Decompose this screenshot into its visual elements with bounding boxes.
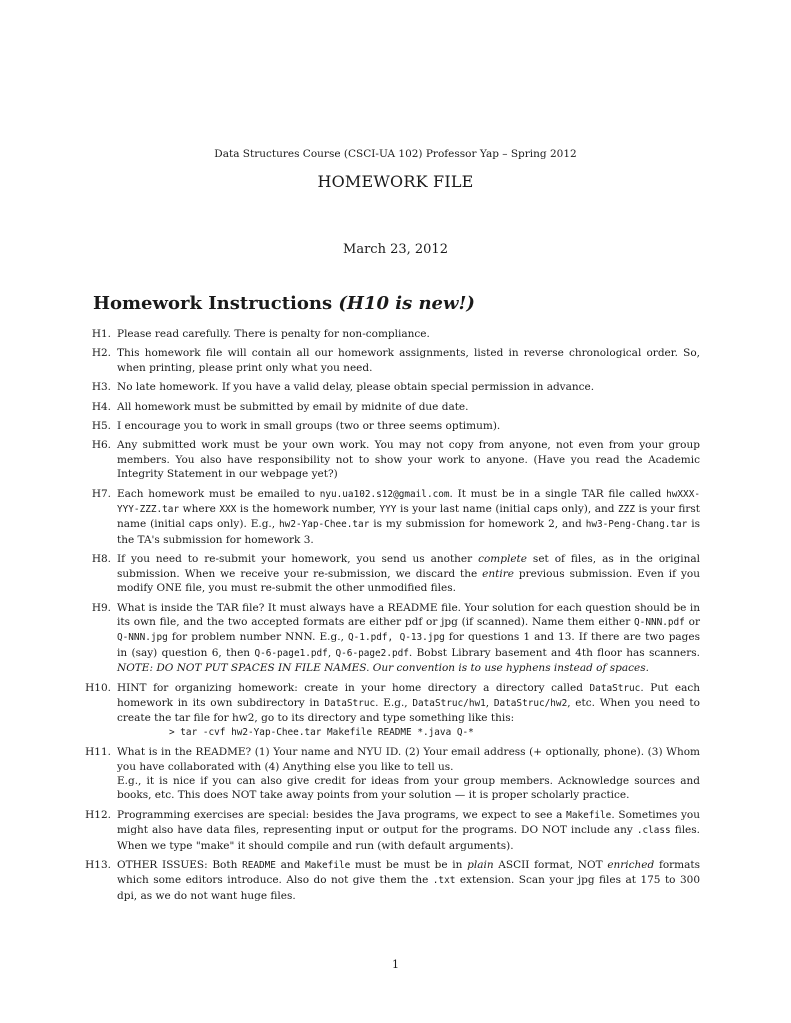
monospace-text: Q-6-page1.pdf [254,647,328,659]
instruction-text [117,401,468,413]
italic-text: plain [467,859,494,871]
text-run: is the homework number, [236,503,380,516]
italic-text: complete [478,553,527,566]
monospace-text: .txt [432,875,456,887]
instruction-text [117,809,700,852]
section-title: Homework Instructions [93,293,333,314]
text-run: , etc. When you need to create the tar file for hw2, go to its directory and type something like this: [117,696,700,725]
instruction-text [117,347,700,373]
monospace-text: DataStruc [324,697,376,709]
italic-text: enriched [607,859,655,871]
instruction-item [80,327,700,341]
instruction-list [80,327,700,908]
instruction-item [80,681,700,741]
instruction-item [80,380,700,394]
text-run: OTHER ISSUES: Both [117,859,243,871]
instruction-item [80,601,700,676]
text-run: This homework file will contain all our homework assignments, listed in reverse chronological order. So, when printing, please print only what you need. [117,347,700,374]
monospace-text: DataStruc/hw2 [493,697,568,709]
document-title: HOMEWORK FILE [317,172,474,191]
instruction-number: H9. [91,601,111,614]
instruction-text [117,553,700,594]
text-run: HINT for organizing homework: create in your home directory a directory called [117,681,590,694]
monospace-text: Makefile [305,860,351,871]
text-run: . Put each homework in its own subdirectory in [117,681,700,709]
text-run: is the TA's submission for homework 3. [117,518,700,546]
text-run: I encourage you to work in small groups (two or three seems optimum). [117,420,501,433]
course-line: Data Structures Course (CSCI-UA 102) Professor Yap – Spring 2012 [214,148,577,160]
text-run: . Bobst Library basement and 4th floor has scanners. [408,646,700,659]
instruction-item [80,552,700,595]
text-run: If you need to re-submit your homework, you send us another [117,553,479,566]
monospace-text: hwXXX-YYY-ZZZ.tar [117,488,700,516]
text-run: Please read carefully. There is penalty for non-compliance. [117,328,430,340]
text-run: What is in the README? (1) Your name and NYU ID. (2) Your email address (+ optionally, phone). (3) Whom you have collaborated with (4) Anything else you like to tell us. [117,746,700,773]
section-heading [93,293,475,314]
instruction-item [80,400,700,414]
document-date: March 23, 2012 [343,242,448,257]
command-line: > tar -cvf hw2-Yap-Chee.tar Makefile README *.java Q-* [169,726,474,738]
instruction-text [117,420,500,432]
text-run: . E.g., [375,696,413,709]
monospace-text: nyu.ua102.s12@gmail.com [319,488,450,500]
text-run: . Sometimes you might also have data files, representing input or output for the programs. DO NOT include any [117,808,700,837]
text-run: for problem number NNN. E.g., [167,631,349,644]
page-number: 1 [392,958,399,971]
monospace-text: YYY [379,504,397,516]
instruction-number: H2. [91,347,111,360]
text-run: and [275,859,306,871]
instruction-number: H6. [91,439,111,452]
italic-text: NOTE: DO NOT PUT SPACES IN FILE NAMES. Our convention is to use hyphens instead of spaces. [117,662,649,675]
instruction-item [80,346,700,375]
instruction-number: H4. [91,400,111,413]
text-run: , [327,646,336,659]
instruction-item [80,438,700,481]
instruction-text [117,488,700,546]
monospace-text: ZZZ [618,504,635,516]
text-run: is your last name (initial caps only), and [396,503,619,516]
monospace-text: hw2-Yap-Chee.tar [279,519,370,531]
instruction-item [80,808,700,853]
monospace-text: Makefile [566,809,612,821]
instruction-number: H10. [85,681,111,694]
text-run: What is inside the TAR file? It must always have a README file. Your solution for each question should be in its own file, and the two accepted formats are either pdf or jpg (if scanned). Name them either [117,601,700,628]
instruction-number: H11. [85,746,111,759]
instruction-item [80,419,700,433]
text-run: All homework must be submitted by email by midnite of due date. [117,400,469,413]
text-run: must be must be in [350,859,468,871]
text-run: files. When we type "make" it should compile and run (with default arguments). [117,824,700,852]
monospace-text: DataStruc [589,682,641,694]
instruction-number: H5. [91,420,111,433]
monospace-text: hw3-Peng-Chang.tar [585,519,688,531]
monospace-text: Q-NNN.pdf [634,616,685,628]
instruction-text [117,859,700,902]
instruction-number: H3. [91,381,111,394]
instruction-number: H1. [91,328,111,340]
monospace-text: XXX [219,504,237,516]
text-run: ASCII format, NOT [493,859,608,871]
instruction-text [117,381,594,393]
monospace-text: Q-1.pdf, Q-13.jpg [348,632,445,644]
text-run: is my submission for homework 2, and [369,518,586,531]
instruction-text [117,439,700,480]
text-run: Any submitted work must be your own work. You may not copy from anyone, not even from your group members. You also have responsibility not to show your work to anyone. (Have you read the Academic Integrity Statement in our webpage yet?) [117,439,700,481]
instruction-text [117,328,430,340]
text-run: extension. Scan your jpg files at 175 to 300 dpi, as we do not want huge files. [117,874,701,902]
text-run: for questions 1 and 13. If there are two pages in (say) question 6, then [117,631,700,659]
text-run: set of files, as in the original submission. When we receive your re-submission, we discard the [117,553,700,580]
text-run: is your first name (initial caps only). E.g., [117,503,700,531]
text-run: Programming exercises are special: besides the Java programs, we expect to see a [117,808,567,821]
instruction-item [80,487,700,548]
text-run: previous submission. Even if you modify ONE file, you must re-submit the other unmodified files. [117,567,701,595]
text-run: E.g., it is nice if you can also give credit for ideas from your group members. Acknowledge sources and books, etc. This does NOT take away points from your solution — it is proper scholarly practice. [117,774,700,802]
text-run: , [485,696,494,709]
monospace-text: README [242,860,276,871]
instruction-text [117,746,700,801]
instruction-number: H7. [91,487,111,500]
instruction-number: H12. [85,808,111,821]
italic-text: entire [482,567,514,580]
text-run: where [179,503,220,516]
instruction-number: H13. [85,859,111,871]
instruction-item [80,745,700,803]
text-run: formats which some editors introduce. Also do not give them the [117,859,701,887]
monospace-text: Q-NNN.jpg [117,632,168,644]
text-run: No late homework. If you have a valid delay, please obtain special permission in advance. [117,381,595,394]
text-run: . It must be in a single TAR file called [449,487,667,500]
monospace-text: .class [636,825,671,837]
section-note: (H10 is new!) [338,293,475,314]
monospace-text: Q-6-page2.pdf [335,647,409,659]
instruction-text [117,602,700,675]
instruction-text [117,682,700,741]
instruction-number: H8. [91,553,111,566]
text-run: Each homework must be emailed to [117,487,320,500]
monospace-text: DataStruc/hw1 [412,697,486,709]
instruction-item [80,858,700,903]
text-run: or [684,615,700,628]
